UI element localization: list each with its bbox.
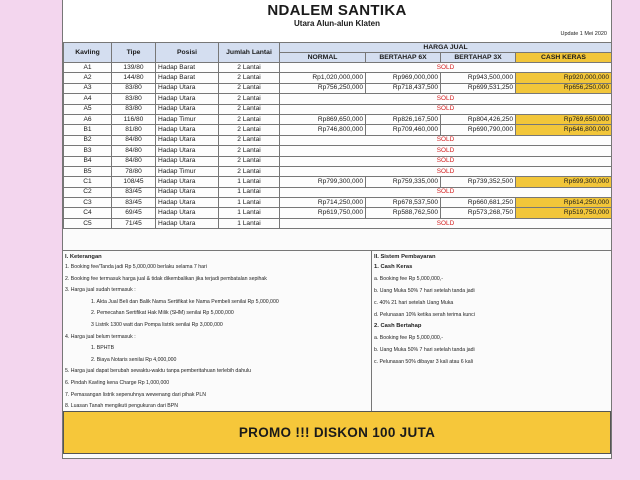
keterangan-item: 4. Harga jual belum termasuk :: [65, 333, 136, 340]
table-row: [64, 94, 612, 104]
sold-label: SOLD: [280, 156, 612, 166]
cell-lantai: 2 Lantai: [219, 166, 280, 176]
keterangan-panel: [63, 251, 372, 411]
cell-tipe: 83/80: [112, 83, 156, 93]
cell-tipe: 81/80: [112, 125, 156, 135]
cell-bertahap-3x: Rp739,352,500: [441, 177, 516, 187]
sold-label: SOLD: [280, 166, 612, 176]
header-cash-keras: CASH KERAS: [516, 53, 612, 63]
cell-kavling: A1: [64, 63, 112, 73]
cell-bertahap-3x: Rp699,531,250: [441, 83, 516, 93]
cell-lantai: 1 Lantai: [219, 177, 280, 187]
keterangan-item: 2. Pemecahan Sertifikat Hak Milik (SHM) senilai Rp 5,000,000: [91, 310, 234, 317]
cell-tipe: 83/45: [112, 198, 156, 208]
payment-subheading: 1. Cash Keras: [374, 264, 413, 270]
keterangan-item: 2. Biaya Notaris senilai Rp 4,000,000: [91, 356, 177, 363]
cell-kavling: A6: [64, 114, 112, 124]
sold-label: SOLD: [280, 146, 612, 156]
cell-posisi: Hadap Utara: [156, 94, 219, 104]
cell-lantai: 2 Lantai: [219, 125, 280, 135]
cell-kavling: A5: [64, 104, 112, 114]
payment-item: c. Pelunasan 50% dibayar 3 kali atau 6 kali: [374, 359, 473, 366]
keterangan-item: 1. Booking fee/Tanda jadi Rp 5,000,000 berlaku selama 7 hari: [65, 264, 207, 270]
cell-kavling: B5: [64, 166, 112, 176]
cell-tipe: 108/45: [112, 177, 156, 187]
cell-bertahap-6x: Rp588,762,500: [366, 208, 441, 218]
cell-cash-keras: Rp656,250,000: [516, 83, 612, 93]
payment-item: a. Booking fee Rp 5,000,000,-: [374, 275, 443, 282]
cell-bertahap-3x: Rp660,681,250: [441, 198, 516, 208]
table-row: [64, 218, 612, 228]
cell-tipe: 83/80: [112, 94, 156, 104]
cell-lantai: 2 Lantai: [219, 114, 280, 124]
cell-lantai: 1 Lantai: [219, 208, 280, 218]
table-row: [64, 135, 612, 145]
header-bertahap-6x: BERTAHAP 6X: [366, 53, 441, 63]
cell-kavling: C5: [64, 218, 112, 228]
cell-bertahap-6x: Rp678,537,500: [366, 198, 441, 208]
payment-item: b. Uang Muka 50% 7 hari setelah tanda jadi: [374, 347, 475, 354]
cell-tipe: 144/80: [112, 73, 156, 83]
table-row: [64, 166, 612, 176]
cell-posisi: Hadap Utara: [156, 104, 219, 114]
cell-bertahap-6x: Rp709,460,000: [366, 125, 441, 135]
cell-posisi: Hadap Utara: [156, 146, 219, 156]
cell-tipe: 83/45: [112, 187, 156, 197]
payment-item: c. 40% 21 hari setelah Uang Muka: [374, 299, 454, 306]
title-block: [63, 0, 611, 43]
header-kavling: Kavling: [64, 43, 112, 63]
sold-label: SOLD: [280, 187, 612, 197]
cell-bertahap-6x: Rp759,335,000: [366, 177, 441, 187]
cell-bertahap-6x: Rp969,000,000: [366, 73, 441, 83]
keterangan-item: 7. Pemasangan listrik sepenuhnya wewenang dari pihak PLN: [65, 391, 207, 398]
keterangan-item: 6. Pindah Kavling kena Charge Rp 1,000,000: [65, 379, 170, 386]
promo-banner: PROMO !!! DISKON 100 JUTA: [63, 411, 611, 454]
cell-posisi: Hadap Timur: [156, 166, 219, 176]
notes-section: [63, 250, 611, 412]
keterangan-item: 8. Luasan Tanah mengikuti pengukuran dari BPN: [65, 403, 178, 410]
cell-bertahap-6x: Rp826,167,500: [366, 114, 441, 124]
cell-posisi: Hadap Utara: [156, 83, 219, 93]
cell-lantai: 2 Lantai: [219, 83, 280, 93]
keterangan-item: 2. Booking fee termasuk harga jual & tidak dikembalikan jika terjadi pembatalan sepihak: [65, 275, 267, 282]
payment-item: d. Pelunasan 10% ketika serah terima kunci: [374, 311, 475, 318]
cell-tipe: 71/45: [112, 218, 156, 228]
cell-normal: Rp619,750,000: [280, 208, 366, 218]
keterangan-heading: I. Keterangan: [65, 254, 102, 260]
cell-posisi: Hadap Utara: [156, 177, 219, 187]
sold-label: SOLD: [280, 218, 612, 228]
cell-lantai: 2 Lantai: [219, 63, 280, 73]
sold-label: SOLD: [280, 94, 612, 104]
price-table-body: [64, 63, 612, 229]
cell-normal: Rp869,650,000: [280, 114, 366, 124]
cell-bertahap-3x: Rp943,500,000: [441, 73, 516, 83]
table-row: [64, 146, 612, 156]
header-tipe: Tipe: [112, 43, 156, 63]
keterangan-item: 1. BPHTB: [91, 345, 115, 352]
cell-bertahap-3x: Rp804,426,250: [441, 114, 516, 124]
cell-lantai: 1 Lantai: [219, 198, 280, 208]
page-title: NDALEM SANTIKA: [267, 2, 407, 19]
cell-normal: Rp714,250,000: [280, 198, 366, 208]
cell-posisi: Hadap Utara: [156, 198, 219, 208]
cell-normal: Rp756,250,000: [280, 83, 366, 93]
price-table: [63, 42, 612, 229]
cell-lantai: 2 Lantai: [219, 146, 280, 156]
cell-kavling: B1: [64, 125, 112, 135]
cell-cash-keras: Rp920,000,000: [516, 73, 612, 83]
payment-panel: [372, 251, 611, 411]
cell-tipe: 84/80: [112, 146, 156, 156]
cell-normal: Rp799,300,000: [280, 177, 366, 187]
cell-kavling: B4: [64, 156, 112, 166]
cell-lantai: 2 Lantai: [219, 73, 280, 83]
keterangan-item: 3. Harga jual sudah termasuk :: [65, 287, 136, 294]
cell-tipe: 84/80: [112, 135, 156, 145]
cell-posisi: Hadap Timur: [156, 114, 219, 124]
header-normal: NORMAL: [280, 53, 366, 63]
table-row: [64, 73, 612, 83]
page-subtitle: Utara Alun-alun Klaten: [294, 19, 380, 28]
cell-posisi: Hadap Barat: [156, 73, 219, 83]
cell-lantai: 2 Lantai: [219, 135, 280, 145]
cell-tipe: 116/80: [112, 114, 156, 124]
payment-item: b. Uang Muka 50% 7 hari setelah tanda jadi: [374, 287, 475, 294]
cell-tipe: 84/80: [112, 156, 156, 166]
cell-tipe: 139/80: [112, 63, 156, 73]
cell-kavling: C2: [64, 187, 112, 197]
cell-kavling: C4: [64, 208, 112, 218]
table-row: [64, 83, 612, 93]
keterangan-item: 1. Akta Jual Beli dan Balik Nama Sertifikat ke Nama Pembeli senilai Rp 5,000,000: [91, 298, 279, 305]
header-bertahap-3x: BERTAHAP 3X: [441, 53, 516, 63]
cell-cash-keras: Rp699,300,000: [516, 177, 612, 187]
payment-subheading: 2. Cash Bertahap: [374, 323, 422, 330]
cell-lantai: 2 Lantai: [219, 104, 280, 114]
cell-posisi: Hadap Utara: [156, 156, 219, 166]
cell-normal: Rp1,020,000,000: [280, 73, 366, 83]
sold-label: SOLD: [280, 104, 612, 114]
cell-posisi: Hadap Utara: [156, 125, 219, 135]
cell-lantai: 1 Lantai: [219, 218, 280, 228]
update-date: Update 1 Mei 2020: [560, 31, 607, 37]
cell-posisi: Hadap Utara: [156, 218, 219, 228]
cell-posisi: Hadap Utara: [156, 208, 219, 218]
cell-bertahap-3x: Rp690,790,000: [441, 125, 516, 135]
payment-item: a. Booking fee Rp 5,000,000,-: [374, 335, 443, 342]
cell-bertahap-6x: Rp718,437,500: [366, 83, 441, 93]
header-harga-jual: HARGA JUAL: [280, 43, 612, 53]
cell-kavling: B3: [64, 146, 112, 156]
cell-kavling: C1: [64, 177, 112, 187]
cell-lantai: 1 Lantai: [219, 187, 280, 197]
cell-cash-keras: Rp614,250,000: [516, 198, 612, 208]
table-row: [64, 63, 612, 73]
table-row: [64, 156, 612, 166]
table-row: [64, 125, 612, 135]
cell-kavling: B2: [64, 135, 112, 145]
cell-kavling: C3: [64, 198, 112, 208]
keterangan-item: 3 Listrik 1300 watt dan Pompa listrik senilai Rp 3,000,000: [91, 321, 223, 328]
keterangan-item: 5. Harga jual dapat berubah sewaktu-waktu tanpa pemberitahuan terlebih dahulu: [65, 368, 252, 375]
table-row: [64, 177, 612, 187]
cell-tipe: 69/45: [112, 208, 156, 218]
cell-cash-keras: Rp646,800,000: [516, 125, 612, 135]
table-row: [64, 208, 612, 218]
price-list-sheet: [62, 0, 612, 459]
cell-normal: Rp746,800,000: [280, 125, 366, 135]
payment-heading: II. Sistem Pembayaran: [374, 254, 436, 260]
cell-posisi: Hadap Utara: [156, 187, 219, 197]
keterangan-list: [63, 263, 371, 414]
cell-lantai: 2 Lantai: [219, 94, 280, 104]
cell-tipe: 78/80: [112, 166, 156, 176]
header-posisi: Posisi: [156, 43, 219, 63]
cell-cash-keras: Rp519,750,000: [516, 208, 612, 218]
cell-tipe: 83/80: [112, 104, 156, 114]
sold-label: SOLD: [280, 135, 612, 145]
cell-bertahap-3x: Rp573,268,750: [441, 208, 516, 218]
cell-posisi: Hadap Barat: [156, 63, 219, 73]
cell-kavling: A4: [64, 94, 112, 104]
cell-lantai: 2 Lantai: [219, 156, 280, 166]
cell-kavling: A2: [64, 73, 112, 83]
cell-posisi: Hadap Utara: [156, 135, 219, 145]
table-row: [64, 104, 612, 114]
table-row: [64, 187, 612, 197]
header-jumlah-lantai: Jumlah Lantai: [219, 43, 280, 63]
cell-cash-keras: Rp769,650,000: [516, 114, 612, 124]
payment-list: [372, 263, 611, 370]
table-row: [64, 198, 612, 208]
table-row: [64, 114, 612, 124]
cell-kavling: A3: [64, 83, 112, 93]
sold-label: SOLD: [280, 63, 612, 73]
